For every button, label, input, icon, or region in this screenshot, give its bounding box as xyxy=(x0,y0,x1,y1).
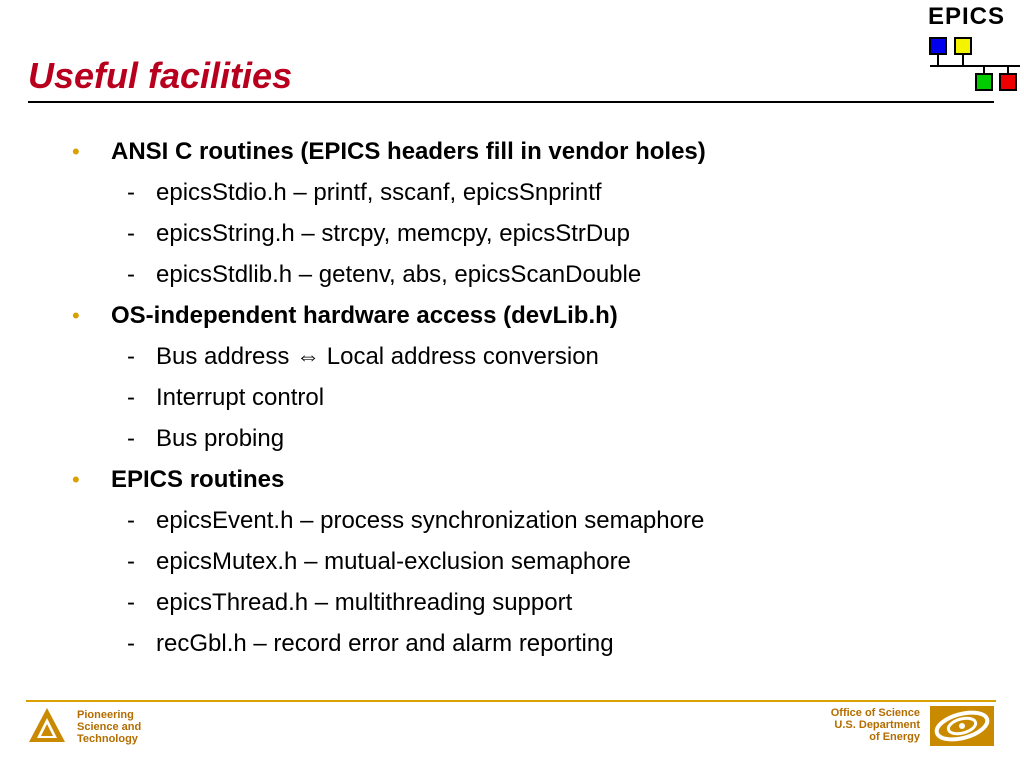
dash-marker: - xyxy=(127,384,135,411)
sub-item: Bus probing xyxy=(156,425,285,452)
dash-marker: - xyxy=(127,220,135,247)
bullet-item: ANSI C routines (EPICS headers fill in vendor holes) xyxy=(111,138,706,165)
doe-logo-icon xyxy=(928,704,996,748)
bullet-dot-icon: • xyxy=(72,467,80,492)
footer-divider xyxy=(26,700,996,702)
footer-right-line: Office of Science xyxy=(830,707,920,719)
dash-marker: - xyxy=(127,261,135,288)
slide-title: Useful facilities xyxy=(28,55,293,96)
footer-left-text xyxy=(77,709,167,745)
dash-marker: - xyxy=(127,548,135,575)
sub-item: epicsThread.h – multithreading support xyxy=(156,589,573,616)
epics-logo-text: EPICS xyxy=(928,3,1006,30)
sub-item: Interrupt control xyxy=(156,384,325,411)
argonne-logo-icon xyxy=(27,706,67,746)
bullet-item: EPICS routines xyxy=(111,466,285,493)
dash-marker: - xyxy=(127,589,135,616)
sub-item: epicsStdio.h – printf, sscanf, epicsSnprintf xyxy=(156,179,602,206)
footer-left-line: Pioneering xyxy=(77,709,134,721)
dash-marker: - xyxy=(127,179,135,206)
dash-marker: - xyxy=(127,425,135,452)
title-divider xyxy=(28,101,994,103)
sub-item: epicsString.h – strcpy, memcpy, epicsStrDup xyxy=(156,220,630,247)
epics-logo-icon xyxy=(928,3,1022,93)
footer-left-line: Science and xyxy=(77,721,142,733)
dash-marker: - xyxy=(127,630,135,657)
bullet-dot-icon: • xyxy=(72,303,80,328)
footer-right-line: U.S. Department xyxy=(834,719,920,731)
sub-item: Bus address ⇔ Local address conversion xyxy=(156,343,599,370)
sub-item: epicsMutex.h – mutual-exclusion semaphore xyxy=(156,548,631,575)
dash-marker: - xyxy=(127,343,135,370)
sub-item: epicsEvent.h – process synchronization semaphore xyxy=(156,507,705,534)
sub-item: recGbl.h – record error and alarm reporting xyxy=(156,630,614,657)
footer-right-text xyxy=(800,707,920,743)
dash-marker: - xyxy=(127,507,135,534)
bullet-item: OS-independent hardware access (devLib.h) xyxy=(111,302,618,329)
footer-right-line: of Energy xyxy=(869,731,920,743)
bullet-dot-icon: • xyxy=(72,139,80,164)
sub-item: epicsStdlib.h – getenv, abs, epicsScanDouble xyxy=(156,261,642,288)
footer-left-line: Technology xyxy=(77,733,138,745)
